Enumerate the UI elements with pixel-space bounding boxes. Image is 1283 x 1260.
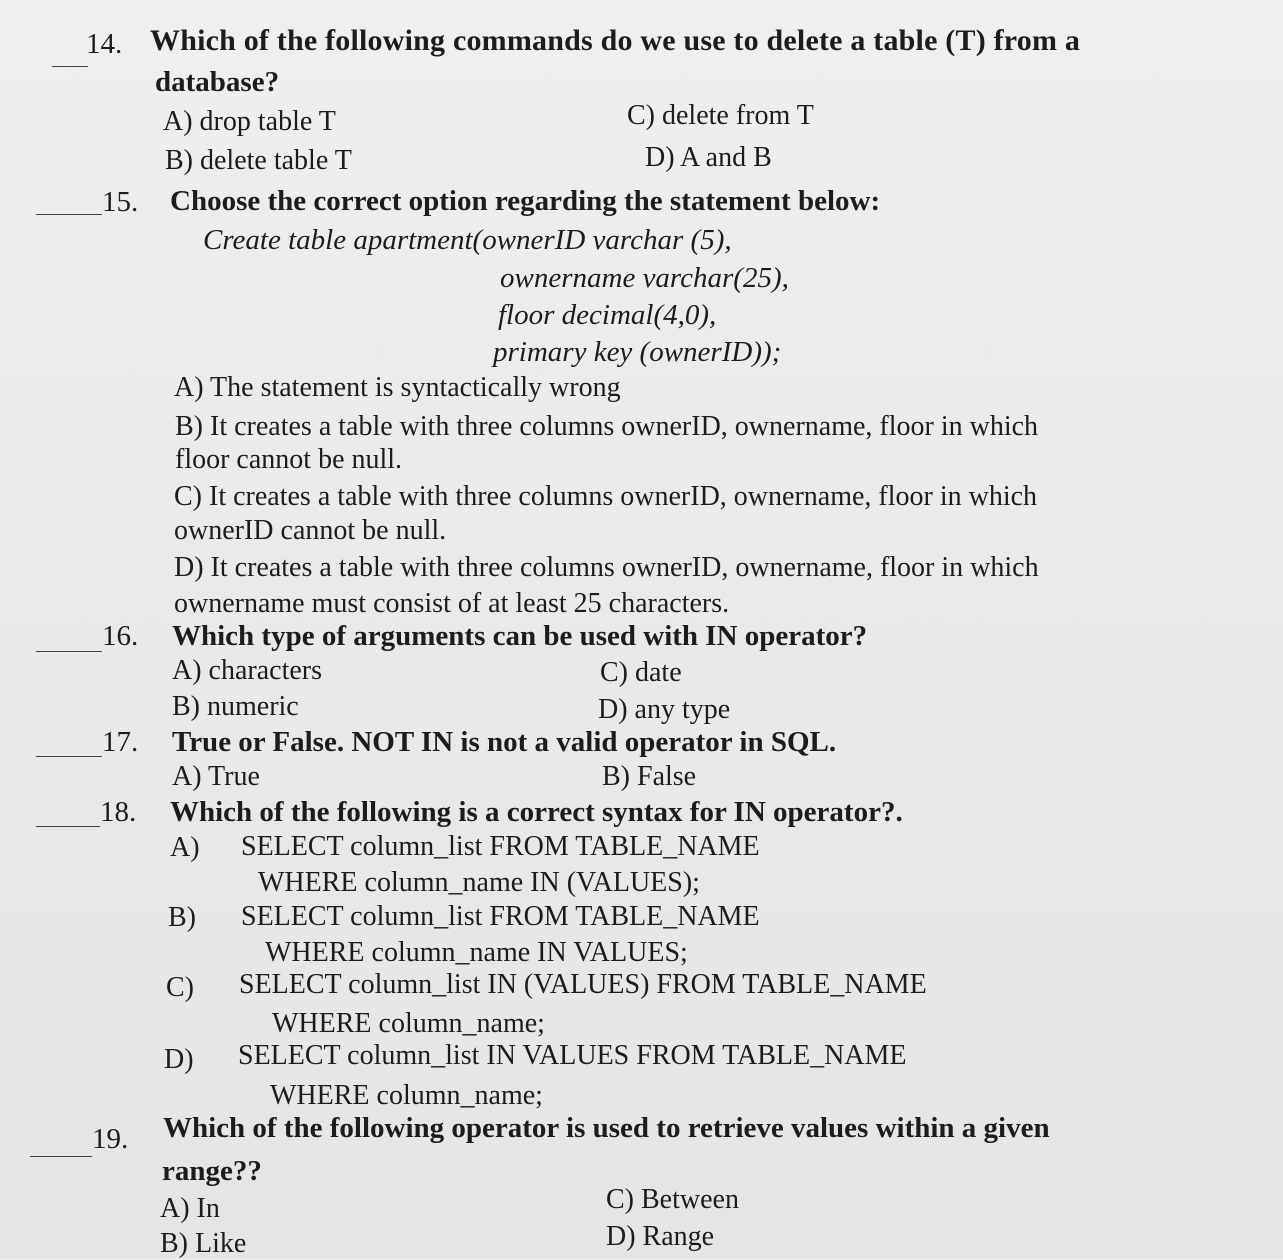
option-17-b: B) False (602, 761, 697, 792)
option-17-a: A) True (172, 761, 260, 792)
question-text-16: Which type of arguments can be used with IN operator? (172, 620, 868, 652)
option-18-c-label: C) (166, 972, 194, 1003)
option-16-a: A) characters (172, 655, 323, 686)
question-text-19: Which of the following operator is used to retrieve values within a given (163, 1112, 1050, 1144)
option-18-d-label: D) (164, 1044, 194, 1075)
option-15-b: B) It creates a table with three columns ownerID, ownername, floor in which (175, 411, 1039, 442)
option-15-d: D) It creates a table with three columns ownerID, ownername, floor in which (174, 552, 1039, 583)
question-number-16: 16. (102, 620, 139, 652)
answer-blank-14 (52, 66, 88, 67)
question-text-15: Choose the correct option regarding the statement below: (170, 185, 881, 217)
option-19-b: B) Like (160, 1228, 247, 1259)
answer-blank-18 (36, 826, 100, 827)
option-19-d: D) Range (606, 1221, 715, 1252)
option-14-c: C) delete from T (627, 100, 814, 131)
answer-blank-16 (36, 651, 102, 652)
answer-blank-17 (36, 756, 102, 757)
question-text-14: Which of the following commands do we use to delete a table (T) from a (150, 24, 1081, 57)
sql-code-line-1: Create table apartment(ownerID varchar (5), (203, 224, 732, 256)
option-18-a-label: A) (170, 832, 200, 863)
option-15-c: C) It creates a table with three columns ownerID, ownername, floor in which (174, 481, 1038, 512)
option-16-c: C) date (600, 657, 682, 688)
question-number-14: 14. (86, 28, 123, 60)
question-number-17: 17. (102, 726, 139, 758)
question-number-18: 18. (100, 796, 137, 828)
question-text-17: True or False. NOT IN is not a valid operator in SQL. (172, 726, 837, 758)
option-19-a: A) In (160, 1193, 220, 1224)
option-14-d: D) A and B (645, 142, 772, 173)
option-18-a-line-1: SELECT column_list FROM TABLE_NAME (241, 831, 760, 862)
option-18-c-line-2: WHERE column_name; (272, 1008, 545, 1039)
question-text-19-cont: range?? (162, 1155, 262, 1187)
sql-code-line-4: primary key (ownerID)); (493, 336, 782, 368)
option-15-a: A) The statement is syntactically wrong (174, 372, 621, 403)
answer-blank-15 (36, 214, 102, 215)
option-16-d: D) any type (598, 694, 731, 725)
option-19-c: C) Between (606, 1184, 739, 1215)
answer-blank-19 (30, 1156, 92, 1157)
question-text-14-cont: database? (155, 66, 280, 98)
sql-code-line-3: floor decimal(4,0), (498, 299, 717, 331)
option-18-b-line-2: WHERE column_name IN VALUES; (265, 937, 688, 968)
question-text-18: Which of the following is a correct syntax for IN operator?. (170, 796, 903, 828)
option-18-b-line-1: SELECT column_list FROM TABLE_NAME (241, 901, 760, 932)
option-15-d-cont: ownername must consist of at least 25 characters. (174, 588, 730, 619)
question-number-19: 19. (92, 1123, 129, 1155)
option-15-b-cont: floor cannot be null. (175, 444, 403, 475)
sql-code-line-2: ownername varchar(25), (500, 262, 789, 294)
option-18-d-line-1: SELECT column_list IN VALUES FROM TABLE_NAME (238, 1040, 907, 1071)
option-16-b: B) numeric (172, 691, 299, 722)
option-18-d-line-2: WHERE column_name; (270, 1080, 543, 1111)
option-18-b-label: B) (168, 902, 196, 933)
question-number-15: 15. (102, 186, 139, 218)
option-18-c-line-1: SELECT column_list IN (VALUES) FROM TABLE_NAME (239, 969, 927, 1000)
option-14-a: A) drop table T (163, 106, 336, 137)
option-15-c-cont: ownerID cannot be null. (174, 515, 447, 546)
option-14-b: B) delete table T (165, 145, 352, 176)
option-18-a-line-2: WHERE column_name IN (VALUES); (258, 867, 700, 898)
